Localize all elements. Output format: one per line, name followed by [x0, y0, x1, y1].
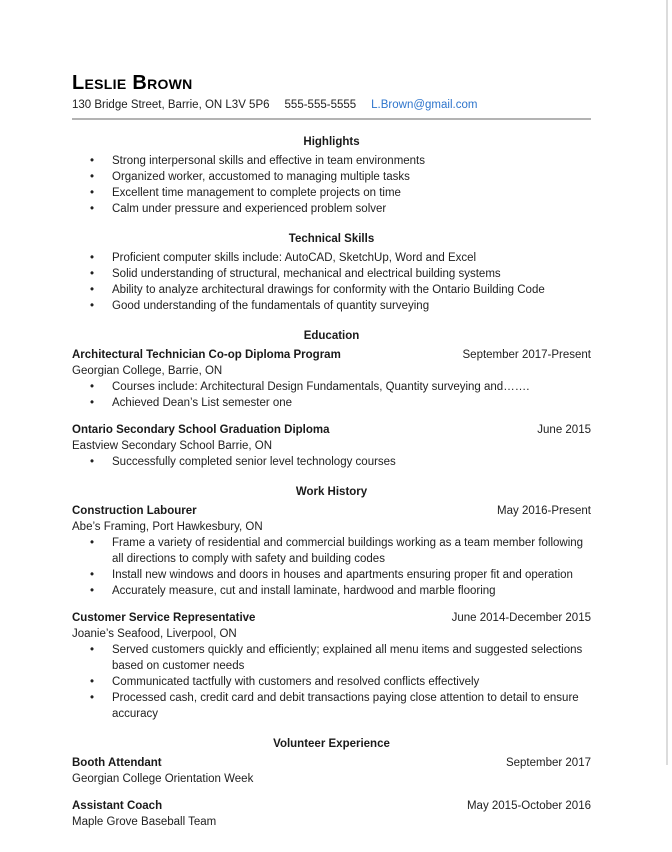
entry-title: Architectural Technician Co-op Diploma Program: [72, 349, 341, 361]
technical-skills-bullet-list: [72, 250, 591, 314]
entry-subtitle: Georgian College Orientation Week: [72, 773, 254, 785]
entry-header: [72, 503, 591, 519]
entry-title: Booth Attendant: [72, 757, 162, 769]
section-heading-education: Education: [303, 330, 360, 342]
bullet-item: • Accurately measure, cut and install laminate, hardwood and marble flooring: [72, 583, 591, 599]
bullet-item: • Organized worker, accustomed to managing multiple tasks: [72, 169, 591, 185]
page-edge-line: [666, 0, 668, 765]
bullet-item: • Achieved Dean’s List semester one: [72, 395, 591, 411]
entry-subtitle: Joanie’s Seafood, Liverpool, ON: [72, 628, 237, 640]
entry-date: June 2014-December 2015: [451, 612, 591, 624]
entry-subtitle: Georgian College, Barrie, ON: [72, 365, 223, 377]
bullet-item: • Excellent time management to complete projects on time: [72, 185, 591, 201]
volunteer-entry: [72, 798, 591, 830]
resume-content: [72, 72, 591, 830]
contact-address: 130 Bridge Street, Barrie, ON L3V 5P6: [72, 99, 270, 111]
entry-header: [72, 755, 591, 771]
work-entry: [72, 503, 591, 599]
entry-subtitle: Abe’s Framing, Port Hawkesbury, ON: [72, 521, 263, 533]
bullet-item: • Good understanding of the fundamentals of quantity surveying: [72, 298, 591, 314]
section-work-history: [72, 484, 591, 722]
entry-bullet-list: [72, 454, 591, 470]
contact-line: [72, 97, 591, 113]
entry-header: [72, 347, 591, 363]
work-entry: [72, 610, 591, 722]
header-rule: [72, 118, 591, 120]
section-heading-work-history: Work History: [295, 486, 368, 498]
section-heading-volunteer-experience: Volunteer Experience: [273, 738, 390, 750]
entry-date: June 2015: [537, 424, 591, 436]
entry-title: Construction Labourer: [72, 505, 197, 517]
education-entry: [72, 347, 591, 411]
section-technical-skills: [72, 231, 591, 314]
entry-date: September 2017: [505, 757, 591, 769]
bullet-item: • Served customers quickly and efficiently; explained all menu items and suggested selections based on customer needs: [72, 642, 591, 674]
highlights-bullet-list: [72, 153, 591, 217]
entry-bullet-list: [72, 642, 591, 722]
entry-date: May 2016-Present: [497, 505, 591, 517]
education-entry: [72, 422, 591, 470]
entry-bullet-list: [72, 379, 591, 411]
section-education: [72, 328, 591, 470]
entry-header: [72, 610, 591, 626]
entry-header: [72, 798, 591, 814]
contact-phone: 555-555-5555: [284, 99, 357, 111]
section-volunteer-experience: [72, 736, 591, 830]
entry-subtitle: Maple Grove Baseball Team: [72, 816, 217, 828]
bullet-item: • Processed cash, credit card and debit transactions paying close attention to detail to ensure accuracy: [72, 690, 591, 722]
section-heading-highlights: Highlights: [303, 136, 360, 148]
bullet-item: • Calm under pressure and experienced problem solver: [72, 201, 591, 217]
bullet-item: • Courses include: Architectural Design Fundamentals, Quantity surveying and…….: [72, 379, 591, 395]
bullet-item: • Ability to analyze architectural drawings for conformity with the Ontario Building Code: [72, 282, 591, 298]
bullet-item: • Solid understanding of structural, mechanical and electrical building systems: [72, 266, 591, 282]
volunteer-entry: [72, 755, 591, 787]
bullet-item: • Successfully completed senior level technology courses: [72, 454, 591, 470]
entry-subtitle: Eastview Secondary School Barrie, ON: [72, 440, 273, 452]
entry-bullet-list: [72, 535, 591, 599]
entry-date: May 2015-October 2016: [466, 800, 591, 812]
section-highlights: [72, 134, 591, 217]
bullet-item: • Proficient computer skills include: AutoCAD, SketchUp, Word and Excel: [72, 250, 591, 266]
bullet-item: • Install new windows and doors in houses and apartments ensuring proper fit and operation: [72, 567, 591, 583]
bullet-item: • Strong interpersonal skills and effective in team environments: [72, 153, 591, 169]
email-link[interactable]: L.Brown@gmail.com: [371, 99, 478, 111]
entry-title: Customer Service Representative: [72, 612, 256, 624]
bullet-item: • Communicated tactfully with customers and resolved conflicts effectively: [72, 674, 591, 690]
entry-header: [72, 422, 591, 438]
entry-title: Assistant Coach: [72, 800, 163, 812]
section-heading-technical-skills: Technical Skills: [288, 233, 375, 245]
entry-title: Ontario Secondary School Graduation Diploma: [72, 424, 330, 436]
resume-name: Leslie Brown: [72, 72, 193, 94]
entry-date: September 2017-Present: [462, 349, 591, 361]
bullet-item: • Frame a variety of residential and commercial buildings working as a team member following all directions to comply with safety and building codes: [72, 535, 591, 567]
